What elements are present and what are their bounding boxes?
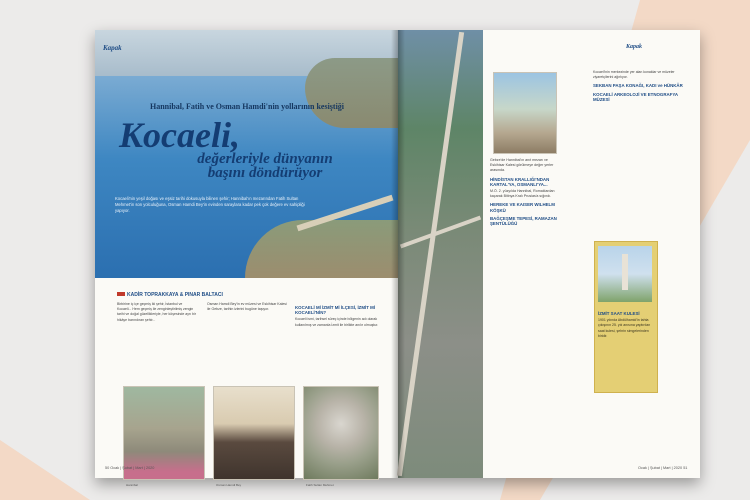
rp-col1-text: Gebze'de Hannibal'ın anıt mezarı ve Eskihisar Kalesi görülmeye değer yerler arasında. xyxy=(490,158,554,173)
museum-building-photo xyxy=(493,72,557,154)
byline-marker xyxy=(117,292,125,296)
magazine-spread xyxy=(95,30,700,487)
left-page-number: 50 xyxy=(105,466,110,470)
author-names: KADİR TOPRAKKAYA & PINAR BALTACI xyxy=(127,292,223,298)
magazine-spine xyxy=(391,30,405,478)
body-column-2: Osman Hamdi Bey'in ev müzesi ve Eskihisar Kalesi ile Gebze, tarihin izlerini bugüne taşıyor. xyxy=(207,302,287,312)
box-text xyxy=(598,308,652,339)
photo-row xyxy=(123,386,393,487)
aerial-city-photo xyxy=(398,30,483,478)
rp-col1-text2: M.Ö. 2. yüzyılda Hannibal, Romalılardan kaçarak Bitinya Kralı Prusias'a sığındı. xyxy=(490,189,555,199)
body-column-1: Birbirine iç içe geçmiş iki şehir, İstanbul ve Kocaeli... Hem geçmiş ile zenginleştirilmiş zengin tarihi ve doğal güzellikleriyle, her köşesinde ayrı bir hikâye barındıran şehir... xyxy=(117,302,196,322)
right-page-number: 51 xyxy=(683,466,688,470)
rp-heading-1: HİNDİSTAN KRALLIĞI'NDAN KARTAL'YA, OSMANLI'YA... xyxy=(490,176,550,187)
intro-paragraph: Kocaeli'nin yeşil doğası ve eşsiz tarihi dokusuyla bilinen şehir; Hannibal'ın mezarından Fatih Sultan Mehmet'in son yolculuğuna, Osman Hamdi Bey'in evinden saraylara kadar pek çok değere ev sahipliği yapıyor. xyxy=(115,196,305,213)
right-col-2 xyxy=(593,70,688,104)
right-page xyxy=(398,30,700,478)
article-deck xyxy=(135,152,395,180)
caption-hannibal: Hannibal xyxy=(126,483,138,487)
article-subtitle: Hannibal, Fatih ve Osman Hamdi'nin yollarının kesiştiği xyxy=(149,102,345,111)
rp-col2-text: Kocaeli'nin merkezinde yer alan konaklar ve müzeler ziyaretçilerini ağırlıyor. xyxy=(593,70,675,80)
author-byline xyxy=(117,292,223,298)
caption-fatih: Fatih Sultan Mehmet xyxy=(306,483,334,487)
caption-osman-hamdi: Osman Hamdi Bey xyxy=(216,483,242,487)
box-title: İZMİT SAAT KULESİ xyxy=(598,311,640,316)
rp-heading-2: HEREKE VE KAISER WILHELM KÖŞKÜ xyxy=(490,202,555,213)
right-issue-date: Ocak | Şubat | Mart | 2020 xyxy=(638,466,683,470)
clock-tower-photo xyxy=(598,246,652,302)
section-kicker: Kapak xyxy=(103,44,122,52)
deck-line-1: değerleriyle dünyanın xyxy=(197,151,333,167)
box-body: 1901 yılında Abdülhamid'in tahta çıkışının 25. yılı anısına yaptırılan saat kulesi, şehrin simgelerinden biridir. xyxy=(598,318,651,338)
deck-line-2: başını döndürüyor xyxy=(207,165,323,181)
right-kicker: Kapak xyxy=(626,44,643,50)
article-title: Kocaeli, xyxy=(119,115,240,155)
rp-heading-4: SEKBAN PAŞA KONAĞI, KADI ve HÜNKÂR xyxy=(593,83,683,89)
osman-hamdi-portrait xyxy=(213,386,295,487)
left-footer xyxy=(105,466,154,470)
rp-heading-3: BAĞÇEŞME TEPESİ, RAMAZAN ŞENTÜLÜĞÜ xyxy=(490,215,557,227)
column-text: Kocaeli ismi, tarihsel süreç içinde bölgenin adı olarak kullanılmış ve zamanla İzmit ile birlikte anılır olmuştur. xyxy=(295,317,379,327)
right-footer xyxy=(638,466,687,470)
left-issue-date: Ocak | Şubat | Mart | 2020 xyxy=(110,466,155,470)
column-heading: KOCAELİ Mİ İZMİT Mİ İLÇESİ, İZMİT Mİ KOCAELİ'NİN? xyxy=(295,305,376,316)
right-col-1 xyxy=(490,158,563,228)
left-page xyxy=(95,30,398,487)
body-column-3 xyxy=(295,302,381,328)
rp-heading-5: KOCAELİ ARKEOLOJİ VE ETNOGRAFYA MÜZESİ xyxy=(593,91,678,102)
fatih-medallion-photo xyxy=(303,386,379,487)
